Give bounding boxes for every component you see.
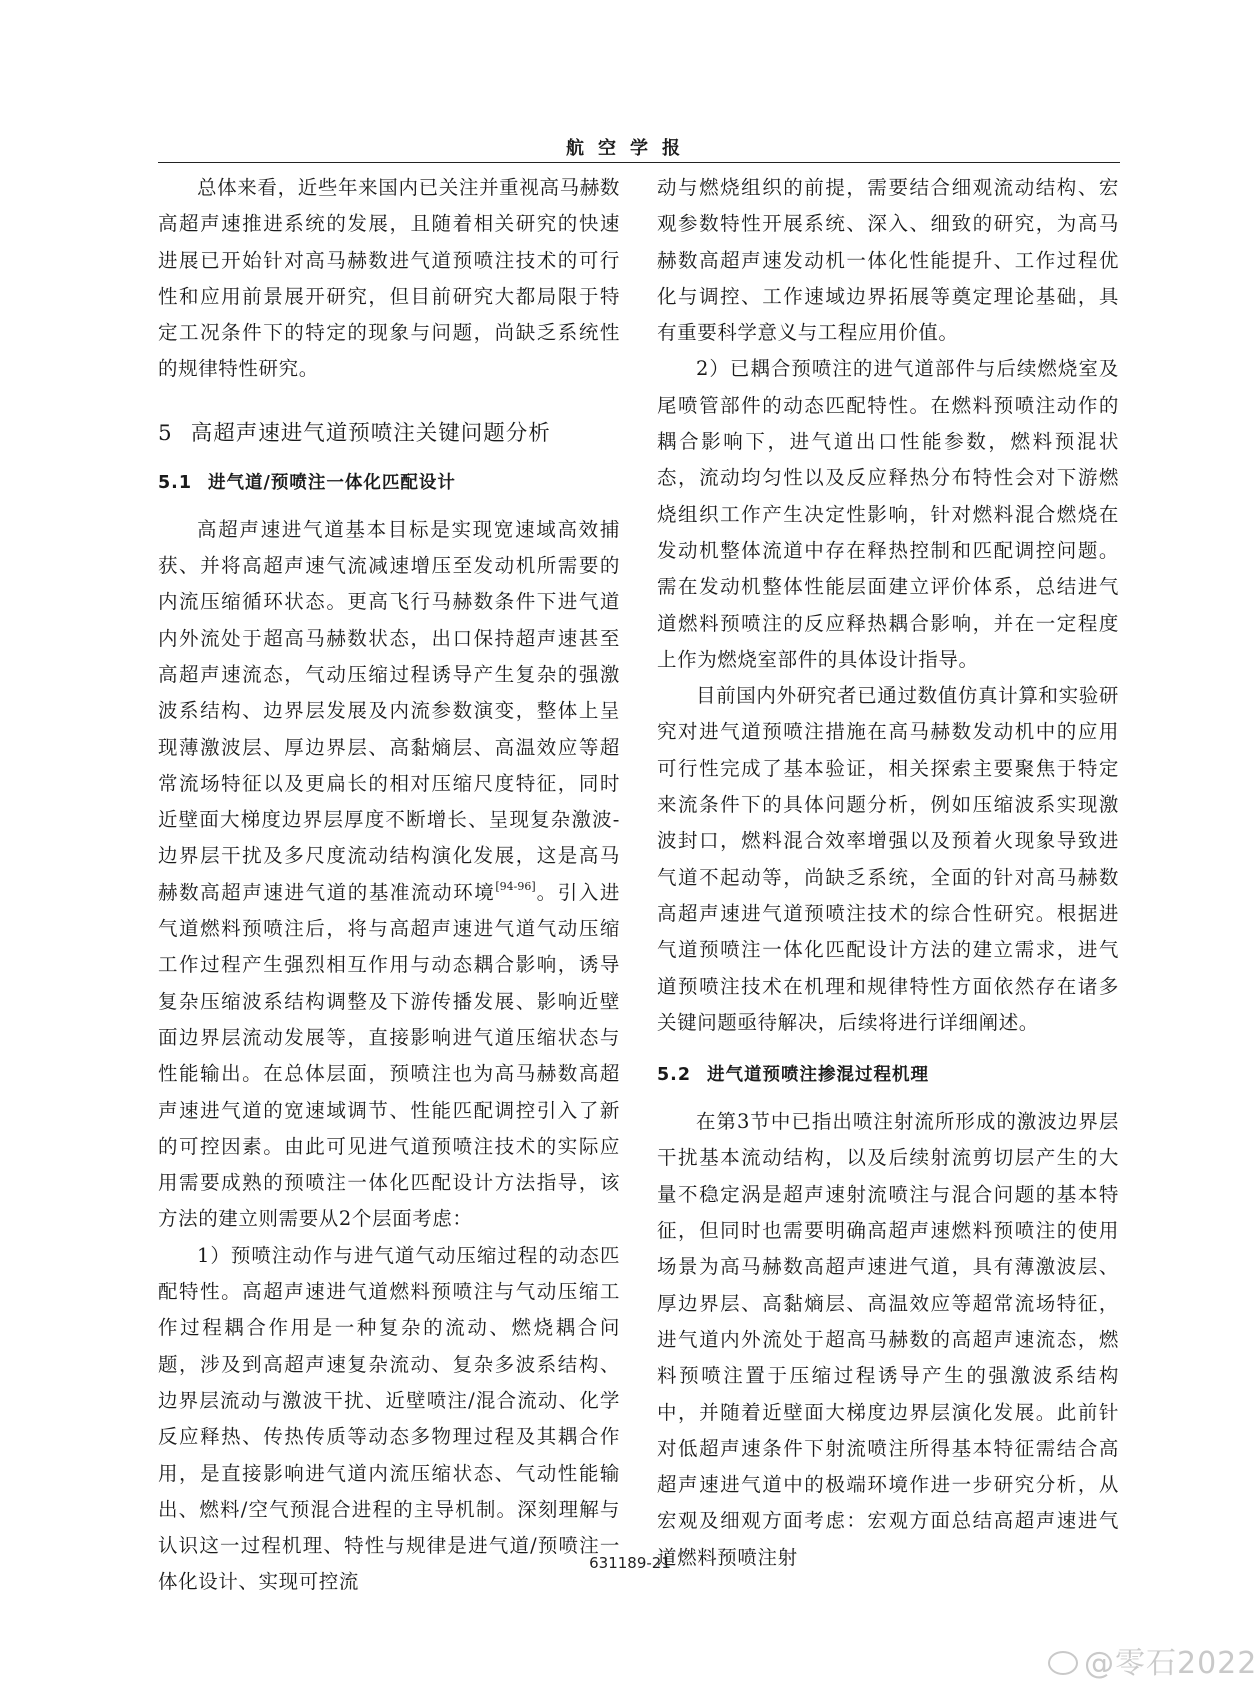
subsection-title: 进气道预喷注掺混过程机理 (707, 1065, 930, 1086)
paragraph (158, 512, 620, 1238)
paragraph: 动与燃烧组织的前提，需要结合细观流动结构、宏观参数特性开展系统、深入、细致的研究，为高马赫数高超声速发动机一体化性能提升、工作过程优化与调控、工作速域边界拓展等奠定理论基础，具有重要科学意义与工程应用价值。 (657, 176, 1119, 345)
subsection-heading (158, 469, 620, 494)
paragraph: 在第3节中已指出喷注射流所形成的激波边界层干扰基本流动结构，以及后续射流剪切层产生的大量不稳定涡是超声速射流喷注与混合问题的基本特征，但同时也需要明确高超声速燃料预喷注的使用场景为高马赫数高超声速进气道，具有薄激波层、厚边界层、高黏熵层、高温效应等超常流场特征，进气道内外流处于超高马赫数的高超声速流态，燃料预喷注置于压缩过程诱导产生的强激波系结构中，并随着近壁面大梯度边界层演化发展。此前针对低超声速条件下射流喷注所得基本特征需结合高超声速进气道中的极端环境作进一步研究分析，从宏观及细观方面考虑：宏观方面总结高超声速进气道燃料预喷注射 (657, 1110, 1119, 1569)
watermark-text: @零石2022 (1084, 1646, 1258, 1681)
paragraph: 2）已耦合预喷注的进气道部件与后续燃烧室及尾喷管部件的动态匹配特性。在燃料预喷注动作的耦合影响下，进气道出口性能参数，燃料预混状态，流动均匀性以及反应释热分布特性会对下游燃烧组织工作产生决定性影响，针对燃料混合燃烧在发动机整体流道中存在释热控制和匹配调控问题。需在发动机整体性能层面建立评价体系，总结进气道燃料预喷注的反应释热耦合影响，并在一定程度上作为燃烧室部件的具体设计指导。 (657, 357, 1119, 671)
section-heading (158, 416, 620, 447)
journal-header: 航空学报 (566, 138, 694, 159)
right-column (657, 170, 1119, 1576)
paragraph-text: 。引入进气道燃料预喷注后，将与高超声速进气道气动压缩工作过程产生强烈相互作用与动态耦合影响，诱导复杂压缩波系结构调整及下游传播发展、影响近壁面边界层流动发展等，直接影响进气道压缩状态与性能输出。在总体层面，预喷注也为高马赫数高超声速进气道的宽速域调节、性能匹配调控引入了新的可控因素。由此可见进气道预喷注技术的实际应用需要成熟的预喷注一体化匹配设计方法指导，该方法的建立则需要从2个层面考虑： (158, 880, 620, 1231)
paragraph-text: 高超声速进气道基本目标是实现宽速域高效捕获、并将高超声速气流减速增压至发动机所需要的内流压缩循环状态。更高飞行马赫数条件下进气道内外流处于超高马赫数状态，出口保持超声速甚至高超声速流态，气动压缩过程诱导产生复杂的强激波系结构、边界层发展及内流参数演变，整体上呈现薄激波层、厚边界层、高黏熵层、高温效应等超常流场特征以及更扁长的相对压缩尺度特征，同时近壁面大梯度边界层厚度不断增长、呈现复杂激波-边界层干扰及多尺度流动结构演化发展，这是高马赫数高超声速进气道的基准流动环境 (158, 517, 620, 904)
section-number: 5 (158, 420, 173, 446)
paragraph: 1）预喷注动作与进气道气动压缩过程的动态匹配特性。高超声速进气道燃料预喷注与气动压缩工作过程耦合作用是一种复杂的流动、燃烧耦合问题，涉及到高超声速复杂流动、复杂多波系结构、边界层流动与激波干扰、近壁喷注/混合流动、化学反应释热、传热传质等动态多物理过程及其耦合作用，是直接影响进气道内流压缩状态、气动性能输出、燃料/空气预混合进程的主导机制。深刻理解与认识这一过程机理、特性与规律是进气道/预喷注一体化设计、实现可控流 (158, 1243, 620, 1594)
subsection-number: 5.1 (158, 472, 193, 493)
subsection-number: 5.2 (657, 1065, 692, 1086)
left-column (158, 170, 620, 1601)
page-number: 631189-21 (589, 1554, 671, 1572)
paragraph: 总体来看，近些年来国内已关注并重视高马赫数高超声速推进系统的发展，且随着相关研究的快速进展已开始针对高马赫数进气道预喷注技术的可行性和应用前景展开研究，但目前研究大都局限于特定工况条件下的特定的现象与问题，尚缺乏系统性的规律特性研究。 (158, 176, 620, 381)
header-rule (158, 162, 1120, 163)
watermark (1048, 1638, 1257, 1682)
paragraph: 目前国内外研究者已通过数值仿真计算和实验研究对进气道预喷注措施在高马赫数发动机中的应用可行性完成了基本验证，相关探索主要聚焦于特定来流条件下的具体问题分析，例如压缩波系实现激波封口，燃料混合效率增强以及预着火现象导致进气道不起动等，尚缺乏系统，全面的针对高马赫数高超声速进气道预喷注技术的综合性研究。根据进气道预喷注一体化匹配设计方法的建立需求，进气道预喷注技术在机理和规律特性方面依然存在诸多关键问题亟待解决，后续将进行详细阐述。 (657, 684, 1119, 1034)
weibo-logo-icon (1048, 1651, 1078, 1675)
citation: [94-96] (495, 879, 536, 893)
subsection-heading (657, 1061, 1119, 1086)
subsection-title: 进气道/预喷注一体化匹配设计 (208, 472, 456, 493)
section-title: 高超声速进气道预喷注关键问题分析 (190, 420, 551, 446)
